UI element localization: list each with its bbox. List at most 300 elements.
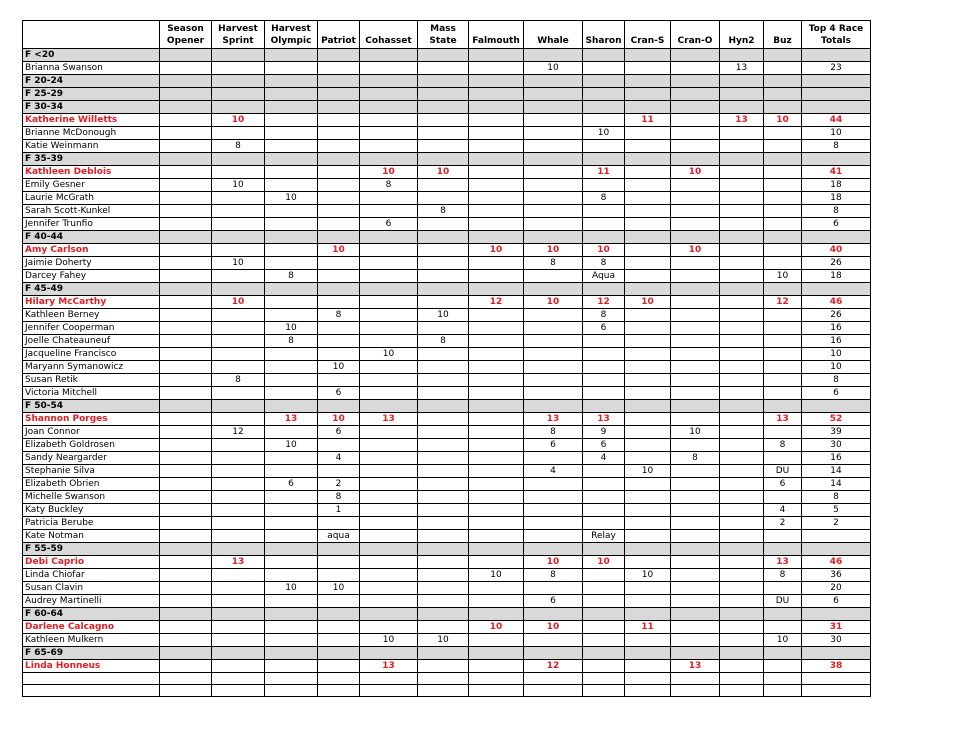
empty-cell	[583, 647, 625, 660]
empty-cell	[625, 543, 671, 556]
total-cell: 16	[802, 452, 871, 465]
table-row	[23, 335, 871, 348]
score-cell	[764, 335, 802, 348]
score-cell: 9	[583, 426, 625, 439]
score-cell	[212, 660, 265, 673]
total-cell: 8	[802, 140, 871, 153]
total-cell: 23	[802, 62, 871, 75]
empty-cell	[360, 608, 418, 621]
empty-cell	[802, 283, 871, 296]
score-cell	[764, 348, 802, 361]
score-cell: 10	[265, 582, 318, 595]
score-cell	[720, 439, 764, 452]
score-cell: 6	[764, 478, 802, 491]
score-cell	[265, 491, 318, 504]
score-cell	[764, 309, 802, 322]
racer-name: Patricia Berube	[23, 517, 160, 530]
score-cell	[318, 257, 360, 270]
score-cell	[160, 374, 212, 387]
score-cell	[671, 387, 720, 400]
empty-cell	[802, 101, 871, 114]
score-cell: 12	[524, 660, 583, 673]
score-cell	[360, 361, 418, 374]
table-row	[23, 491, 871, 504]
empty-cell	[360, 231, 418, 244]
score-cell	[160, 127, 212, 140]
total-cell: 8	[802, 374, 871, 387]
score-cell	[671, 595, 720, 608]
score-cell	[671, 205, 720, 218]
score-cell	[469, 504, 524, 517]
total-cell: 16	[802, 322, 871, 335]
empty-cell	[469, 231, 524, 244]
empty-cell	[160, 543, 212, 556]
empty-cell	[318, 685, 360, 697]
table-row	[23, 595, 871, 608]
score-cell	[764, 361, 802, 374]
score-cell	[360, 569, 418, 582]
score-cell: 10	[625, 296, 671, 309]
age-group-label: F 40-44	[23, 231, 160, 244]
empty-cell	[418, 685, 469, 697]
empty-cell	[418, 673, 469, 685]
score-cell: 13	[360, 413, 418, 426]
score-cell	[764, 257, 802, 270]
table-row	[23, 322, 871, 335]
empty-cell	[360, 647, 418, 660]
score-cell	[418, 595, 469, 608]
score-cell	[583, 218, 625, 231]
empty-cell	[720, 101, 764, 114]
column-header: Season Opener	[160, 21, 212, 49]
total-cell: 10	[802, 361, 871, 374]
score-cell: 10	[418, 166, 469, 179]
score-cell	[764, 530, 802, 543]
score-cell	[160, 192, 212, 205]
racer-name: Linda Chiofar	[23, 569, 160, 582]
score-cell	[469, 452, 524, 465]
total-cell: 5	[802, 504, 871, 517]
score-cell: 4	[764, 504, 802, 517]
score-cell	[265, 140, 318, 153]
score-cell	[524, 582, 583, 595]
table-row	[23, 517, 871, 530]
score-cell: 1	[318, 504, 360, 517]
empty-cell	[160, 685, 212, 697]
score-cell	[212, 465, 265, 478]
score-cell: 6	[265, 478, 318, 491]
empty-cell	[360, 400, 418, 413]
score-cell: 10	[418, 634, 469, 647]
table-row	[23, 465, 871, 478]
score-cell	[318, 569, 360, 582]
score-cell: 10	[469, 244, 524, 257]
empty-cell	[360, 75, 418, 88]
score-cell	[265, 374, 318, 387]
score-cell	[625, 478, 671, 491]
score-cell	[212, 205, 265, 218]
score-cell	[212, 504, 265, 517]
score-cell	[764, 452, 802, 465]
column-header: Cohasset	[360, 21, 418, 49]
score-cell	[720, 595, 764, 608]
table-row	[23, 504, 871, 517]
score-cell	[524, 114, 583, 127]
racer-name: Sarah Scott-Kunkel	[23, 205, 160, 218]
empty-cell	[160, 283, 212, 296]
empty-cell	[671, 283, 720, 296]
empty-cell	[583, 49, 625, 62]
score-cell	[160, 257, 212, 270]
score-cell	[318, 335, 360, 348]
empty-cell	[625, 673, 671, 685]
score-cell	[583, 361, 625, 374]
table-row	[23, 179, 871, 192]
race-standings-table	[22, 20, 871, 697]
score-cell	[418, 660, 469, 673]
score-cell	[671, 335, 720, 348]
score-cell	[524, 192, 583, 205]
empty-cell	[764, 543, 802, 556]
score-cell	[720, 374, 764, 387]
score-cell	[212, 62, 265, 75]
empty-cell	[720, 153, 764, 166]
empty-cell	[524, 88, 583, 101]
score-cell: 8	[524, 426, 583, 439]
score-cell	[265, 556, 318, 569]
score-cell	[160, 218, 212, 231]
score-cell: 6	[318, 426, 360, 439]
score-cell	[212, 348, 265, 361]
racer-name: Jaimie Doherty	[23, 257, 160, 270]
table-row	[23, 127, 871, 140]
score-cell	[160, 595, 212, 608]
score-cell	[212, 478, 265, 491]
racer-name: Stephanie Silva	[23, 465, 160, 478]
total-cell: 26	[802, 309, 871, 322]
score-cell: 10	[524, 556, 583, 569]
score-cell	[671, 348, 720, 361]
score-cell	[418, 426, 469, 439]
empty-cell	[469, 608, 524, 621]
score-cell: 10	[360, 348, 418, 361]
score-cell: 10	[265, 192, 318, 205]
score-cell	[265, 127, 318, 140]
age-group-row	[23, 543, 871, 556]
score-cell: 10	[469, 569, 524, 582]
empty-cell	[212, 608, 265, 621]
score-cell: 6	[524, 595, 583, 608]
score-cell	[671, 517, 720, 530]
score-cell: 10	[625, 465, 671, 478]
empty-cell	[720, 75, 764, 88]
score-cell	[318, 374, 360, 387]
score-cell: aqua	[318, 530, 360, 543]
score-cell	[524, 205, 583, 218]
score-cell	[212, 517, 265, 530]
racer-name: Hilary McCarthy	[23, 296, 160, 309]
score-cell	[360, 335, 418, 348]
empty-cell	[583, 400, 625, 413]
score-cell	[720, 426, 764, 439]
column-header: Patriot	[318, 21, 360, 49]
score-cell	[671, 296, 720, 309]
score-cell	[671, 374, 720, 387]
empty-cell	[212, 543, 265, 556]
empty-cell	[764, 75, 802, 88]
score-cell	[469, 114, 524, 127]
empty-cell	[625, 75, 671, 88]
empty-cell	[265, 153, 318, 166]
total-cell: 30	[802, 634, 871, 647]
score-cell	[720, 270, 764, 283]
score-cell	[318, 218, 360, 231]
score-cell	[671, 218, 720, 231]
empty-cell	[625, 49, 671, 62]
score-cell	[418, 387, 469, 400]
score-cell	[469, 205, 524, 218]
racer-name: Victoria Mitchell	[23, 387, 160, 400]
score-cell	[360, 257, 418, 270]
score-cell	[360, 387, 418, 400]
score-cell	[418, 530, 469, 543]
score-cell: 12	[212, 426, 265, 439]
empty-cell	[212, 283, 265, 296]
empty-cell	[524, 673, 583, 685]
score-cell: 11	[625, 621, 671, 634]
empty-cell	[625, 283, 671, 296]
score-cell	[212, 530, 265, 543]
empty-cell	[212, 88, 265, 101]
empty-cell	[524, 153, 583, 166]
score-cell	[360, 426, 418, 439]
score-cell	[720, 491, 764, 504]
score-cell	[764, 127, 802, 140]
table-row	[23, 140, 871, 153]
score-cell	[720, 127, 764, 140]
score-cell	[720, 530, 764, 543]
total-cell: 30	[802, 439, 871, 452]
score-cell	[160, 582, 212, 595]
score-cell	[212, 387, 265, 400]
score-cell: 10	[318, 582, 360, 595]
score-cell	[625, 582, 671, 595]
score-cell	[265, 595, 318, 608]
score-cell: 10	[524, 62, 583, 75]
empty-cell	[469, 88, 524, 101]
empty-cell	[583, 231, 625, 244]
total-cell: 46	[802, 296, 871, 309]
empty-cell	[160, 231, 212, 244]
empty-cell	[160, 400, 212, 413]
score-cell	[671, 478, 720, 491]
empty-cell	[625, 231, 671, 244]
score-cell	[360, 452, 418, 465]
score-cell	[318, 634, 360, 647]
score-cell	[671, 322, 720, 335]
score-cell	[160, 140, 212, 153]
score-cell	[720, 179, 764, 192]
score-cell: 8	[418, 335, 469, 348]
score-cell	[625, 348, 671, 361]
empty-cell	[212, 231, 265, 244]
score-cell	[720, 244, 764, 257]
score-cell	[625, 205, 671, 218]
score-cell	[764, 179, 802, 192]
empty-cell	[583, 88, 625, 101]
empty-cell	[764, 88, 802, 101]
empty-cell	[265, 647, 318, 660]
score-cell	[360, 465, 418, 478]
empty-cell	[360, 685, 418, 697]
racer-name: Amy Carlson	[23, 244, 160, 257]
table-row	[23, 530, 871, 543]
empty-cell	[418, 543, 469, 556]
score-cell	[318, 166, 360, 179]
score-cell: 10	[524, 621, 583, 634]
score-cell	[671, 140, 720, 153]
score-cell	[720, 452, 764, 465]
score-cell: 8	[318, 491, 360, 504]
score-cell	[160, 556, 212, 569]
table-row	[23, 257, 871, 270]
racer-name: Darlene Calcagno	[23, 621, 160, 634]
score-cell: DU	[764, 595, 802, 608]
age-group-label: F 50-54	[23, 400, 160, 413]
empty-cell	[418, 88, 469, 101]
score-cell	[671, 582, 720, 595]
score-cell: 12	[469, 296, 524, 309]
score-cell	[212, 621, 265, 634]
empty-cell	[764, 153, 802, 166]
age-group-row	[23, 153, 871, 166]
score-cell	[720, 569, 764, 582]
score-cell: 10	[524, 244, 583, 257]
score-cell: DU	[764, 465, 802, 478]
score-cell	[720, 413, 764, 426]
score-cell	[720, 192, 764, 205]
score-cell	[418, 348, 469, 361]
score-cell	[469, 595, 524, 608]
score-cell	[418, 452, 469, 465]
score-cell: 10	[212, 179, 265, 192]
score-cell	[671, 257, 720, 270]
score-cell	[318, 62, 360, 75]
empty-cell	[418, 75, 469, 88]
winner-row	[23, 621, 871, 634]
empty-cell	[318, 400, 360, 413]
score-cell	[265, 244, 318, 257]
table-row	[23, 439, 871, 452]
empty-cell	[418, 231, 469, 244]
empty-cell	[212, 153, 265, 166]
score-cell	[764, 62, 802, 75]
empty-cell	[469, 101, 524, 114]
score-cell	[583, 517, 625, 530]
score-cell	[160, 114, 212, 127]
header-row	[23, 21, 871, 49]
score-cell	[583, 478, 625, 491]
empty-cell	[720, 283, 764, 296]
racer-name: Susan Retik	[23, 374, 160, 387]
score-cell	[583, 465, 625, 478]
score-cell	[625, 166, 671, 179]
empty-cell	[671, 88, 720, 101]
empty-cell	[418, 49, 469, 62]
score-cell	[212, 361, 265, 374]
score-cell: 6	[583, 322, 625, 335]
empty-cell	[671, 647, 720, 660]
racer-name: Brianna Swanson	[23, 62, 160, 75]
score-cell	[524, 348, 583, 361]
score-cell	[212, 452, 265, 465]
score-cell	[265, 504, 318, 517]
empty-cell	[802, 647, 871, 660]
score-cell	[625, 595, 671, 608]
empty-cell	[764, 400, 802, 413]
empty-cell	[418, 647, 469, 660]
score-cell	[418, 413, 469, 426]
score-cell: 10	[524, 296, 583, 309]
score-cell	[418, 361, 469, 374]
score-cell	[469, 660, 524, 673]
header-name-column	[23, 21, 160, 49]
score-cell	[469, 361, 524, 374]
score-cell	[418, 127, 469, 140]
score-cell: 4	[318, 452, 360, 465]
empty-cell	[524, 231, 583, 244]
score-cell	[469, 348, 524, 361]
score-cell	[524, 127, 583, 140]
racer-name: Debi Caprio	[23, 556, 160, 569]
score-cell	[625, 127, 671, 140]
blank-row	[23, 685, 871, 697]
empty-cell	[524, 75, 583, 88]
score-cell	[360, 439, 418, 452]
age-group-row	[23, 101, 871, 114]
total-cell: 36	[802, 569, 871, 582]
score-cell	[160, 504, 212, 517]
score-cell: 13	[720, 114, 764, 127]
score-cell	[625, 257, 671, 270]
score-cell	[265, 387, 318, 400]
age-group-label: F 55-59	[23, 543, 160, 556]
score-cell	[764, 582, 802, 595]
score-cell	[671, 361, 720, 374]
score-cell	[265, 517, 318, 530]
score-cell: 10	[671, 426, 720, 439]
score-cell	[671, 465, 720, 478]
score-cell	[160, 465, 212, 478]
empty-cell	[671, 543, 720, 556]
score-cell	[625, 439, 671, 452]
score-cell	[671, 634, 720, 647]
empty-cell	[318, 75, 360, 88]
total-cell: 40	[802, 244, 871, 257]
score-cell	[720, 634, 764, 647]
empty-cell	[23, 685, 160, 697]
score-cell	[469, 62, 524, 75]
score-cell	[583, 582, 625, 595]
score-cell	[720, 166, 764, 179]
score-cell: 8	[583, 257, 625, 270]
score-cell	[418, 114, 469, 127]
empty-cell	[625, 400, 671, 413]
column-header: Hyn2	[720, 21, 764, 49]
empty-cell	[720, 231, 764, 244]
empty-cell	[583, 685, 625, 697]
total-cell: 16	[802, 335, 871, 348]
